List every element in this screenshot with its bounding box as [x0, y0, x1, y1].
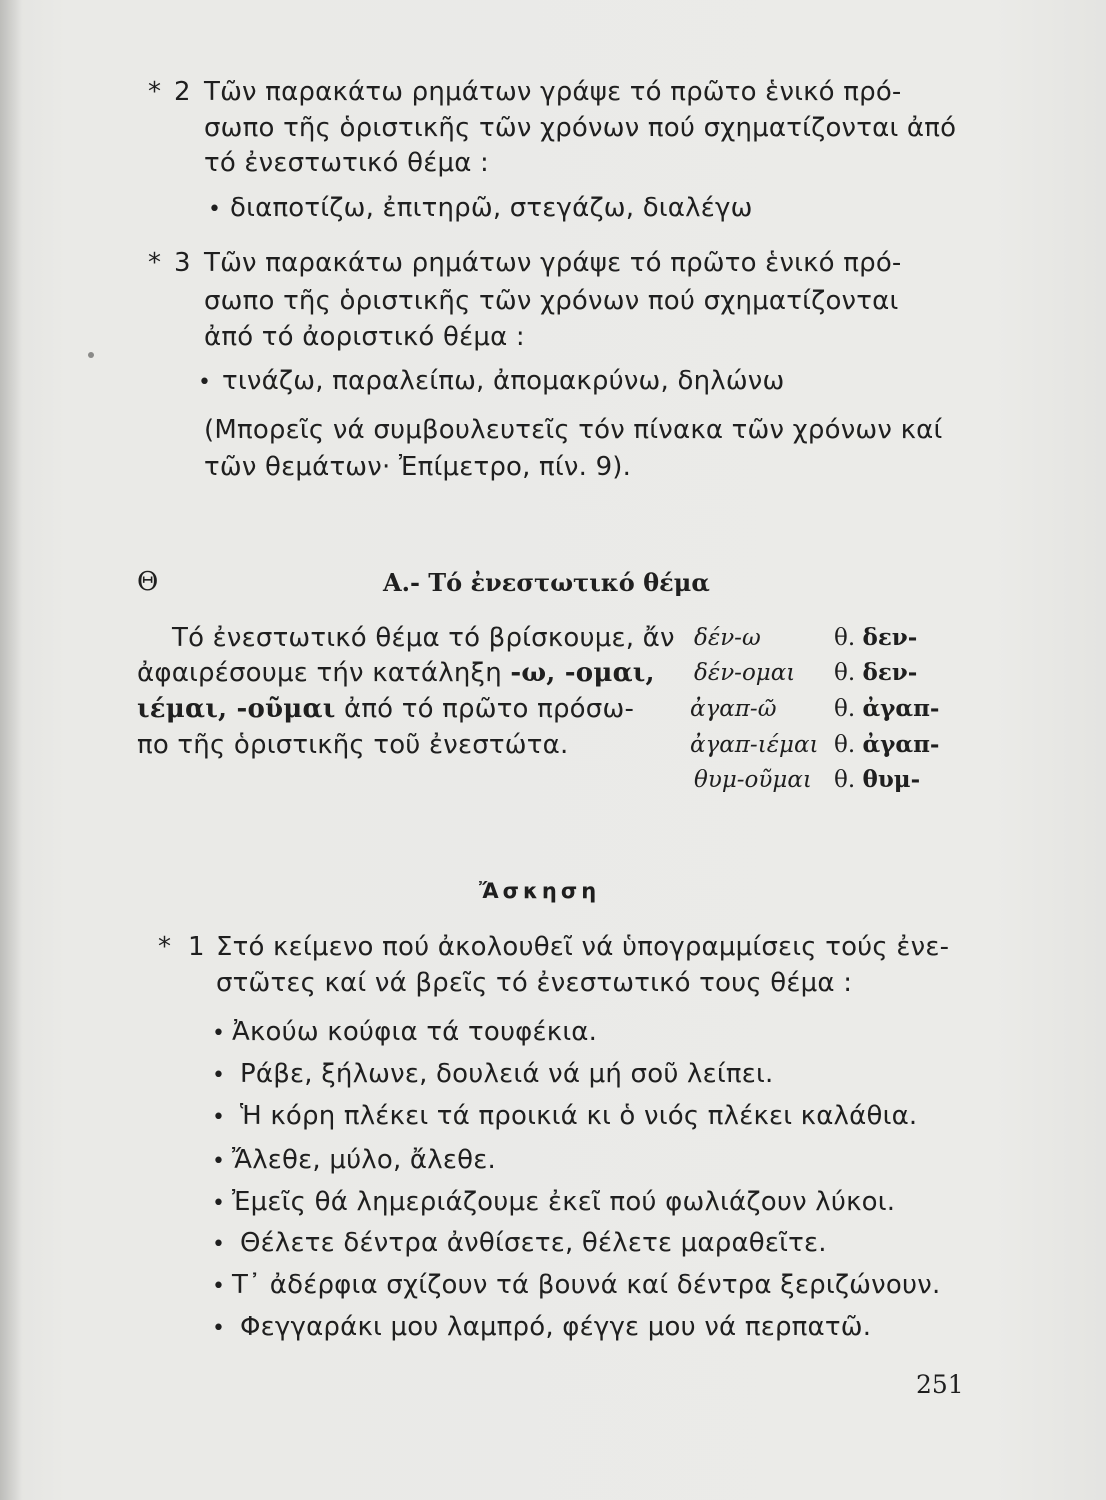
exercise-2-bullet: • [208, 197, 221, 222]
scan-speck [88, 352, 94, 358]
exercise-1-line-1: Στό κείμενο πού ἀκολουθεῖ νά ὑπογραμμίσεις τούς ἐνε- [216, 932, 950, 962]
sentence-2: Ράβε, ξήλωνε, δουλειά νά μή σοῦ λείπει. [240, 1059, 774, 1089]
exercise-2-verbs: διαποτίζω, ἐπιτηρῶ, στεγάζω, διαλέγω [230, 193, 753, 223]
sentence-bullet: • [212, 1149, 225, 1174]
section-theta-symbol: Θ [137, 567, 159, 597]
example-stem: θ. ἀγαπ- [834, 731, 940, 758]
example-stem: θ. δεν- [834, 659, 918, 686]
sentence-3: Ἡ κόρη πλέκει τά προικιά κι ὁ νιός πλέκει καλάθια. [240, 1101, 918, 1131]
rule-line-4: πο τῆς ὁριστικῆς τοῦ ἐνεστώτα. [137, 730, 569, 760]
sentence-bullet: • [212, 1021, 225, 1046]
example-stem: θ. ἀγαπ- [834, 695, 940, 722]
note-line-2: τῶν θεμάτων· Ἐπίμετρο, πίν. 9). [204, 452, 632, 482]
exercise-3-line-2: σωπο τῆς ὁριστικῆς τῶν χρόνων πού σχηματίζονται [204, 286, 899, 316]
sentence-4: Ἄλεθε, μύλο, ἄλεθε. [232, 1145, 496, 1175]
example-stem: θ. θυμ- [834, 766, 921, 793]
example-form: δέν-ω [694, 625, 761, 651]
rule-line-1: Τό ἐνεστωτικό θέμα τό βρίσκουμε, ἄν [172, 623, 675, 653]
exercise-1-line-2: στῶτες καί νά βρεῖς τό ἐνεστωτικό τους θέμα : [216, 968, 853, 998]
rule-line-2: ἀφαιρέσουμε τήν κατάληξη -ω, -ομαι, [137, 658, 655, 688]
sentence-bullet: • [212, 1063, 225, 1088]
exercise-3-verbs: τινάζω, παραλείπω, ἀπομακρύνω, δηλώνω [222, 366, 785, 396]
example-form: θυμ-οῦμαι [694, 767, 812, 793]
exercise-3-asterisk: * [148, 248, 161, 278]
rule-line-3: ιέμαι, -οῦμαι ἀπό τό πρῶτο πρόσω- [137, 694, 635, 724]
section-title: Α.- Τό ἐνεστωτικό θέμα [383, 568, 710, 597]
exercise-3-bullet: • [198, 370, 211, 395]
exercise-heading: Ἄσκηση [479, 879, 601, 903]
example-form: ἀγαπ-ῶ [690, 696, 777, 722]
sentence-5: Ἐμεῖς θά λημεριάζουμε ἐκεῖ πού φωλιάζουν λύκοι. [232, 1187, 896, 1217]
sentence-bullet: • [212, 1232, 225, 1257]
example-form: ἀγαπ-ιέμαι [690, 732, 819, 758]
exercise-1-asterisk: * [158, 932, 171, 962]
sentence-7: Τ᾽ ἀδέρφια σχίζουν τά βουνά καί δέντρα ξεριζώνουν. [232, 1270, 941, 1300]
exercise-3-line-3: ἀπό τό ἀοριστικό θέμα : [204, 322, 525, 352]
sentence-bullet: • [212, 1274, 225, 1299]
sentence-8: Φεγγαράκι μου λαμπρό, φέγγε μου νά περπατῶ. [240, 1312, 872, 1342]
exercise-3-line-1: Τῶν παρακάτω ρημάτων γράψε τό πρῶτο ἑνικό πρό- [204, 248, 902, 278]
note-line-1: (Μπορεῖς νά συμβουλευτεῖς τόν πίνακα τῶν χρόνων καί [204, 415, 943, 445]
sentence-6: Θέλετε δέντρα ἀνθίσετε, θέλετε μαραθεῖτε. [240, 1228, 827, 1258]
exercise-2-line-1: Τῶν παρακάτω ρημάτων γράψε τό πρῶτο ἑνικό πρό- [204, 77, 902, 107]
page-number: 251 [916, 1370, 964, 1399]
page-gutter-shadow [0, 0, 22, 1500]
exercise-3-number: 3 [174, 248, 191, 278]
exercise-1-number: 1 [188, 932, 205, 962]
sentence-bullet: • [212, 1105, 225, 1130]
example-stem: θ. δεν- [834, 624, 918, 651]
exercise-2-line-2: σωπο τῆς ὁριστικῆς τῶν χρόνων πού σχηματίζονται ἀπό [204, 113, 957, 143]
example-form: δέν-ομαι [694, 660, 796, 686]
exercise-2-line-3: τό ἐνεστωτικό θέμα : [204, 148, 489, 178]
sentence-bullet: • [212, 1316, 225, 1341]
sentence-1: Ἀκούω κούφια τά τουφέκια. [232, 1017, 598, 1047]
sentence-bullet: • [212, 1191, 225, 1216]
exercise-2-asterisk: * [148, 77, 161, 107]
exercise-2-number: 2 [174, 77, 191, 107]
